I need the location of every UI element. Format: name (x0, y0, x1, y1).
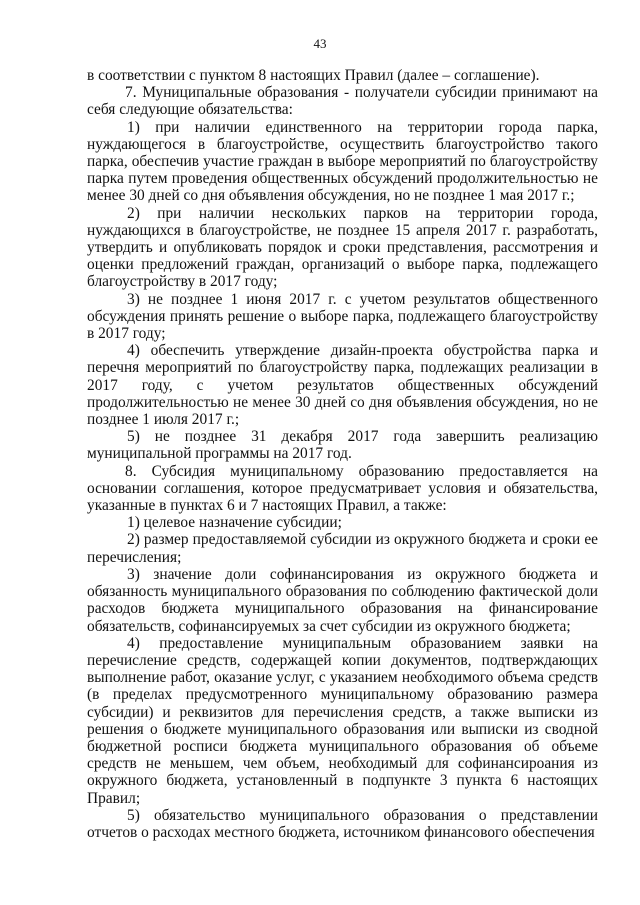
paragraph-8-2: 2) размер предоставляемой субсидии из окружного бюджета и сроки ее перечисления; (87, 531, 598, 566)
document-body (87, 67, 598, 841)
paragraph-7-2: 2) при наличии нескольких парков на территории города, нуждающихся в благоустройстве, не позднее 15 апреля 2017 г. разработать, утвердить и опубликовать порядок и сроки представления, рассмотрения и оценки предложений граждан, организаций о выборе парка, подлежащего благоустройству в 2017 году; (87, 204, 598, 291)
paragraph-item-8: 8. Субсидия муниципальному образованию предоставляется на основании соглашения, которое предусматривает условия и обязательства, указанные в пунктах 6 и 7 настоящих Правил, а также: (87, 462, 598, 515)
paragraph-7-1: 1) при наличии единственного на территории города парка, нуждающегося в благоустройстве, осуществить благоустройство такого парка, обеспечив участие граждан в выборе мероприятий по благоустройству парка путем проведения общественных обсуждений продолжительностью не менее 30 дней со дня объявления обсуждения, но не позднее 1 мая 2017 г.; (87, 118, 598, 205)
paragraph-7-4: 4) обеспечить утверждение дизайн-проекта обустройства парка и перечня мероприятий по благоустройству парка, подлежащих реализации в 2017 году, с учетом результатов общественных обсуждений продолжительностью не менее 30 дней со дня объявления обсуждения, но не позднее 1 июля 2017 г.; (87, 342, 598, 429)
paragraph-8-1: 1) целевое назначение субсидии; (127, 514, 342, 532)
paragraph-7-3: 3) не позднее 1 июня 2017 г. с учетом результатов общественного обсуждения принять решение о выборе парка, подлежащего благоустройству в 2017 году; (87, 290, 598, 343)
paragraph-8-5: 5) обязательство муниципального образования о представлении отчетов о расходах местного бюджета, источником финансового обеспечения (87, 806, 598, 841)
paragraph-7-5: 5) не позднее 31 декабря 2017 года завершить реализацию муниципальной программы на 2017 год. (87, 428, 598, 463)
paragraph-continuation: в соответствии с пунктом 8 настоящих Правил (далее – соглашение). (87, 67, 540, 84)
paragraph-8-4: 4) предоставление муниципальным образованием заявки на перечисление средств, содержащей копии документов, подтверждающих выполнение работ, оказание услуг, с указанием необходимого объема средств (в пределах предусмотренного муниципальному образованию размера субсидии) и реквизитов для перечисления средств, а также выписки из решения о бюджете муниципального образования или выписки из сводной бюджетной росписи бюджета муниципального образования об объеме средств не меньшем, чем объем, необходимый для софинансироания из окружного бюджета, установленный в подпункте 3 пункта 6 настоящих Правил; (87, 634, 598, 807)
page-number: 43 (313, 36, 327, 51)
paragraph-8-3: 3) значение доли софинансирования из окружного бюджета и обязанность муниципального образования по соблюдению фактической доли расходов бюджета муниципального образования на финансирование обязательств, софинансируемых за счет субсидии из окружного бюджета; (87, 565, 598, 635)
paragraph-item-7: 7. Муниципальные образования - получатели субсидии принимают на себя следующие обязательства: (87, 84, 598, 119)
